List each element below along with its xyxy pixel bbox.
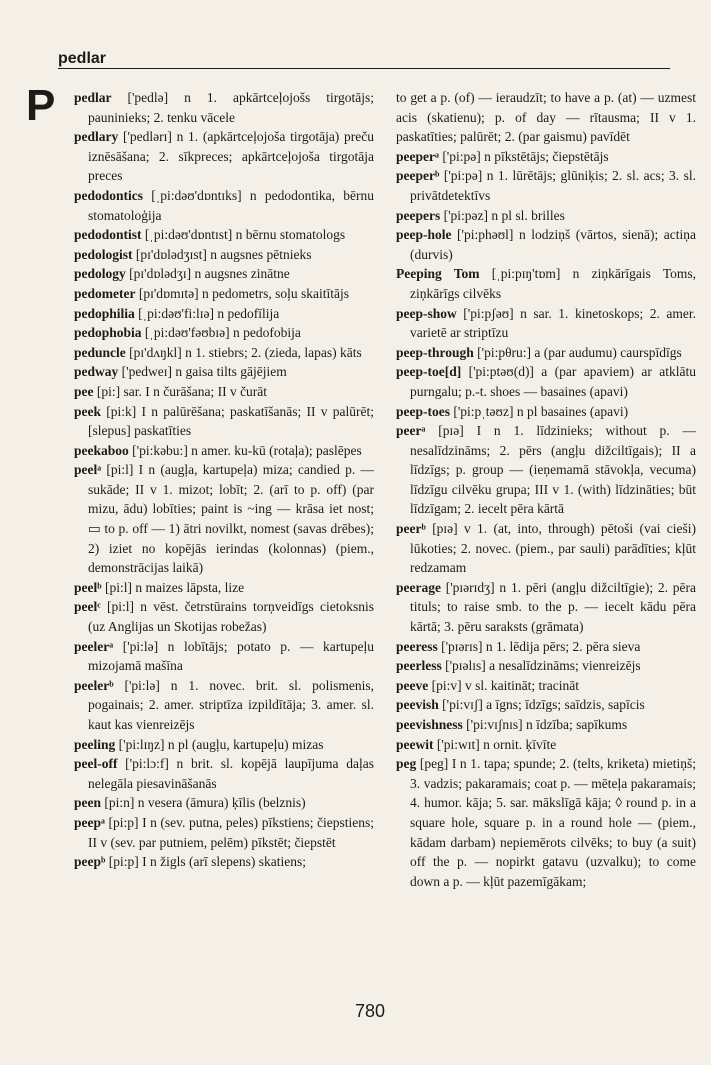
dictionary-entry (74, 88, 374, 127)
page-number: 780 (354, 1001, 386, 1021)
entry-definition: ['pi:ptəʊ(d)] a (par apaviem) ar atklātu purngalu; p.-t. shoes — basaines (apavi) (410, 364, 696, 399)
entry-definition: ['pi:vɪʃnɪs] n īdzība; sapīkums (462, 717, 628, 732)
dictionary-entry (396, 88, 696, 147)
entry-definition: [pi:v] v sl. kaitināt; tracināt (428, 677, 579, 693)
entry-headword: pedodontist (74, 227, 142, 243)
entry-definition: ['pi:pə] n pīkstētājs; čiepstētājs (438, 148, 609, 164)
dictionary-entry (396, 225, 696, 264)
entry-headword: pedlar (74, 90, 112, 105)
entry-definition: ['pedlərɪ] n 1. (apkārtceļojoša tirgotāja) preču iznēsāšana; 2. sīkpreces; apkārtceļojoša tirgotāja preces (88, 129, 374, 184)
dictionary-entry (74, 793, 374, 813)
entry-definition: ['pi:kəbu:] n amer. ku-kū (rotaļa); paslēpes (128, 442, 362, 458)
dictionary-entry (396, 264, 696, 303)
dictionary-entry (74, 323, 374, 343)
dictionary-entry (74, 676, 374, 735)
entry-headword: pedologist (74, 246, 133, 262)
dictionary-entry (396, 735, 696, 755)
dictionary-entry (74, 264, 374, 284)
entry-definition: [pi:l] n vēst. četrstūrains torņveidīgs cietoksnis (uz Anglijas un Skotijas robežas) (88, 599, 374, 635)
dictionary-entry (396, 519, 696, 578)
entry-headword: pedophobia (74, 325, 142, 341)
dictionary-entry (396, 656, 696, 676)
dictionary-entry (396, 402, 696, 422)
entry-headword: peelerᵇ (74, 677, 114, 693)
entry-definition: [pi:p] I n (sev. putna, peles) pīkstiens; čiepstiens; II v (sev. par putniem, pelēm) pīkstēt; čiepstēt (88, 814, 374, 850)
entry-definition: [ˌpi:dəʊ'dɒntɪst] n bērnu stomatologs (141, 227, 346, 243)
entry-definition: ['pi:vɪʃ] a īgns; īdzīgs; saīdzis, sapīcis (438, 697, 645, 713)
entry-definition: ['pi:phəʊl] n lodziņš (vārtos, sienā); actiņa (durvis) (410, 227, 696, 262)
dictionary-entry (396, 421, 696, 519)
dictionary-entry (74, 186, 374, 225)
entry-definition: ['pi:lə] n 1. novec. brit. sl. polismenis, pogainais; 2. amer. striptīza izpildītāja; 3. amer. sl. kaut kas vienreizējs (88, 677, 374, 732)
entry-headword: pedodontics (74, 187, 144, 203)
dictionary-entry (74, 441, 374, 461)
dictionary-entry (74, 127, 374, 186)
dictionary-entry (74, 343, 374, 363)
entry-definition: ['pi:lɪŋz] n pl (augļu, kartupeļu) mizas (115, 736, 324, 752)
entry-headword: peelᵇ (74, 579, 102, 595)
entry-definition: [pɪə] I n 1. līdzinieks; without p. — nesalīdzināms; 2. pērs (angļu dižciltīgais); II a līdzīgs; p. group — (ieņemamā stāvokļa, vecuma) līdzīgu cilvēku grupa; III v 1. (with) līdzināties; būt līdzīgam; 2. iecelt pēra kārtā (410, 423, 696, 517)
entry-headword: peerᵃ (396, 423, 426, 439)
entry-headword: pedophilia (74, 305, 135, 321)
entry-headword: peevishness (396, 717, 463, 732)
dictionary-entry (74, 578, 374, 598)
entry-definition: ['pi:lə] n lobītājs; potato p. — kartupeļu mizojamā mašīna (88, 638, 374, 674)
entry-definition: [pi:k] I n palūrēšana; paskatīšanās; II v palūrēt; [slepus] paskatīties (88, 403, 374, 439)
entry-definition: ['pɪərɪdʒ] n 1. pēri (angļu dižciltīgie); 2. pēra tituls; to raise smb. to the p. — iecelt kādu pēra kārtā; 3. pēru saraksts (grāmata) (410, 579, 696, 635)
entry-headword: peep-hole (396, 227, 452, 243)
entry-headword: peeve (396, 677, 429, 693)
entry-definition: [pi:n] n vesera (āmura) ķīlis (belznis) (101, 795, 306, 811)
entry-headword: peepᵇ (74, 854, 106, 870)
running-head: pedlar (58, 50, 107, 67)
entry-headword: pedometer (74, 285, 136, 301)
dictionary-entry (396, 715, 696, 735)
entry-definition: [ˌpi:pɪŋ'tɒm] n ziņkārīgais Toms, ziņkārīgs cilvēks (410, 266, 697, 301)
dictionary-entry (396, 362, 696, 401)
entry-headword: Peeping Tom (396, 266, 480, 282)
dictionary-entry (74, 304, 374, 324)
entry-definition: ['pi:pˌtəʊz] n pl basaines (apavi) (450, 403, 629, 419)
dictionary-entry (396, 754, 696, 891)
entry-headword: peeperᵃ (396, 148, 439, 164)
dictionary-entry (74, 382, 374, 402)
dictionary-entry (396, 166, 696, 205)
entry-headword: peen (74, 795, 101, 811)
entry-headword: peep-show (396, 305, 457, 321)
entry-headword: peek (74, 403, 101, 419)
entry-headword: pedlary (74, 129, 119, 145)
entry-headword: peduncle (74, 344, 126, 360)
entry-headword: peep-through (396, 344, 474, 360)
dictionary-entry (74, 597, 374, 636)
entry-headword: peel-off (74, 756, 118, 772)
dictionary-entry (396, 695, 696, 715)
dictionary-entry (74, 852, 374, 872)
dictionary-entry (396, 578, 696, 637)
dictionary-entry (74, 460, 374, 578)
entry-definition: [pi:l] n maizes lāpsta, lize (101, 579, 245, 595)
dictionary-entry (396, 637, 696, 657)
entry-definition: [pɪ'dɒlədʒɪ] n augsnes zinātne (125, 266, 290, 282)
entry-headword: peewit (396, 736, 434, 752)
entry-definition: ['pi:pʃəʊ] n sar. 1. kinetoskops; 2. amer. varietē ar striptīzu (410, 305, 696, 341)
entry-definition: [pɪ'dɒlədʒɪst] n augsnes pētnieks (132, 246, 312, 262)
entry-definition: [ˌpi:dəʊ'fəʊbɪə] n pedofobija (141, 325, 301, 341)
entry-headword: pedway (74, 364, 119, 380)
dictionary-entry (74, 735, 374, 755)
left-column (74, 88, 374, 872)
entry-definition: to get a p. (of) — ieraudzīt; to have a p. (at) — uzmest acis (skatienu); p. of day — rītausma; II v 1. paskatīties; palūrēt; 2. (par gaismu) pavīdēt (396, 90, 696, 145)
dictionary-entry (74, 245, 374, 265)
entry-headword: peeperᵇ (396, 168, 440, 184)
entry-headword: peerless (396, 658, 442, 674)
entry-definition: [ˌpi:dəʊ'fi:lɪə] n pedofīlija (134, 305, 280, 321)
entry-headword: peelerᵃ (74, 638, 114, 654)
dictionary-entry (396, 147, 696, 167)
entry-headword: peerage (396, 579, 441, 595)
entry-definition: ['pi:wɪt] n ornit. ķīvīte (433, 736, 557, 752)
entry-definition: ['pi:lɔ:f] n brit. sl. kopējā laupījuma daļas nelegāla piesavināšanās (88, 756, 374, 791)
dictionary-entry (396, 206, 696, 226)
dictionary-entry (74, 754, 374, 793)
dictionary-entry (396, 304, 696, 343)
entry-headword: peeress (396, 638, 438, 654)
entry-definition: ['pɪərɪs] n 1. lēdija pērs; 2. pēra sieva (437, 638, 641, 654)
entry-headword: peepers (396, 207, 441, 223)
entry-headword: pedology (74, 266, 126, 282)
entry-headword: peerᵇ (396, 521, 426, 537)
entry-definition: [pi:] sar. I n čurāšana; II v čurāt (93, 383, 268, 399)
entry-definition: ['pɪəlɪs] a nesalīdzināms; vienreizējs (441, 658, 641, 674)
dictionary-entry (74, 813, 374, 852)
entry-headword: peep-toes (396, 403, 450, 419)
header-rule (58, 68, 670, 69)
entry-definition: [pɪə] v 1. (at, into, through) pētoši (vai cieši) lūkoties; 2. novec. (piem., par sauli) parādīties; kļūt redzamam (410, 521, 696, 576)
entry-headword: peelᵃ (74, 462, 102, 478)
right-column (396, 88, 696, 891)
entry-headword: peeling (74, 736, 116, 752)
entry-headword: peep-toe[d] (396, 364, 462, 380)
entry-definition: [ˌpi:dəʊ'dɒntɪks] n pedodontika, bērnu stomatoloģija (88, 187, 374, 223)
entry-definition: [pɪ'dʌŋkl] n 1. stiebrs; 2. (zieda, lapas) kāts (125, 344, 362, 360)
entry-definition: ['pi:pθru:] a (par audumu) caurspīdīgs (473, 344, 682, 360)
dictionary-entry (74, 284, 374, 304)
dictionary-entry (396, 343, 696, 363)
entry-definition: ['pedweɪ] n gaisa tilts gājējiem (118, 364, 287, 380)
entry-definition: ['pi:pə] n 1. lūrētājs; glūniķis; 2. sl. acs; 3. sl. privātdetektīvs (410, 168, 696, 203)
entry-headword: pee (74, 383, 94, 399)
entry-definition: [pɪ'dɒmɪtə] n pedometrs, soļu skaitītājs (135, 285, 349, 301)
entry-definition: [pi:l] I n (augļa, kartupeļa) miza; candied p. — sukāde; II v 1. mizot; lobīt; 2. (arī to p. off) (par mizu, ādu) lobīties; paint is ~ing — krāsa iet nost; ▭ to p. off — 1) ātri novilkt, nomest (savas drēbes); 2) iziet no kopējās ierindas (kolonnas) (piem., demonstrācijas laikā) (88, 462, 374, 576)
dictionary-entry (74, 225, 374, 245)
section-letter: P (26, 81, 56, 130)
entry-headword: peevish (396, 697, 439, 713)
dictionary-entry (74, 402, 374, 441)
dictionary-entry (396, 676, 696, 696)
dictionary-entry (74, 637, 374, 676)
entry-definition: ['pedlə] n 1. apkārtceļojošs tirgotājs; pauninieks; 2. tenku vācele (88, 90, 374, 125)
entry-definition: ['pi:pəz] n pl sl. brilles (440, 207, 565, 223)
entry-definition: [pi:p] I n žigls (arī slepens) skatiens; (105, 854, 306, 870)
entry-definition: [peg] I n 1. tapa; spunde; 2. (telts, kriketa) mietiņš; 3. vadzis; pakaramais; coat p. — mēteļa pakaramais; 4. humor. kāja; 5. sar. mākslīgā kāja; ◊ round p. in a square hole, square p. in a round hole — (piem., kādam darbam) nepiemērots cilvēks; to buy (a suit) off the p. — nopirkt gatavu (uzvalku); to come down a p. — kļūt pazemīgākam; (410, 756, 696, 889)
dictionary-entry (74, 362, 374, 382)
entry-headword: peg (396, 756, 417, 772)
entry-headword: peepᵃ (74, 814, 105, 830)
entry-headword: peekaboo (74, 442, 129, 458)
entry-headword: peelᶜ (74, 599, 101, 615)
